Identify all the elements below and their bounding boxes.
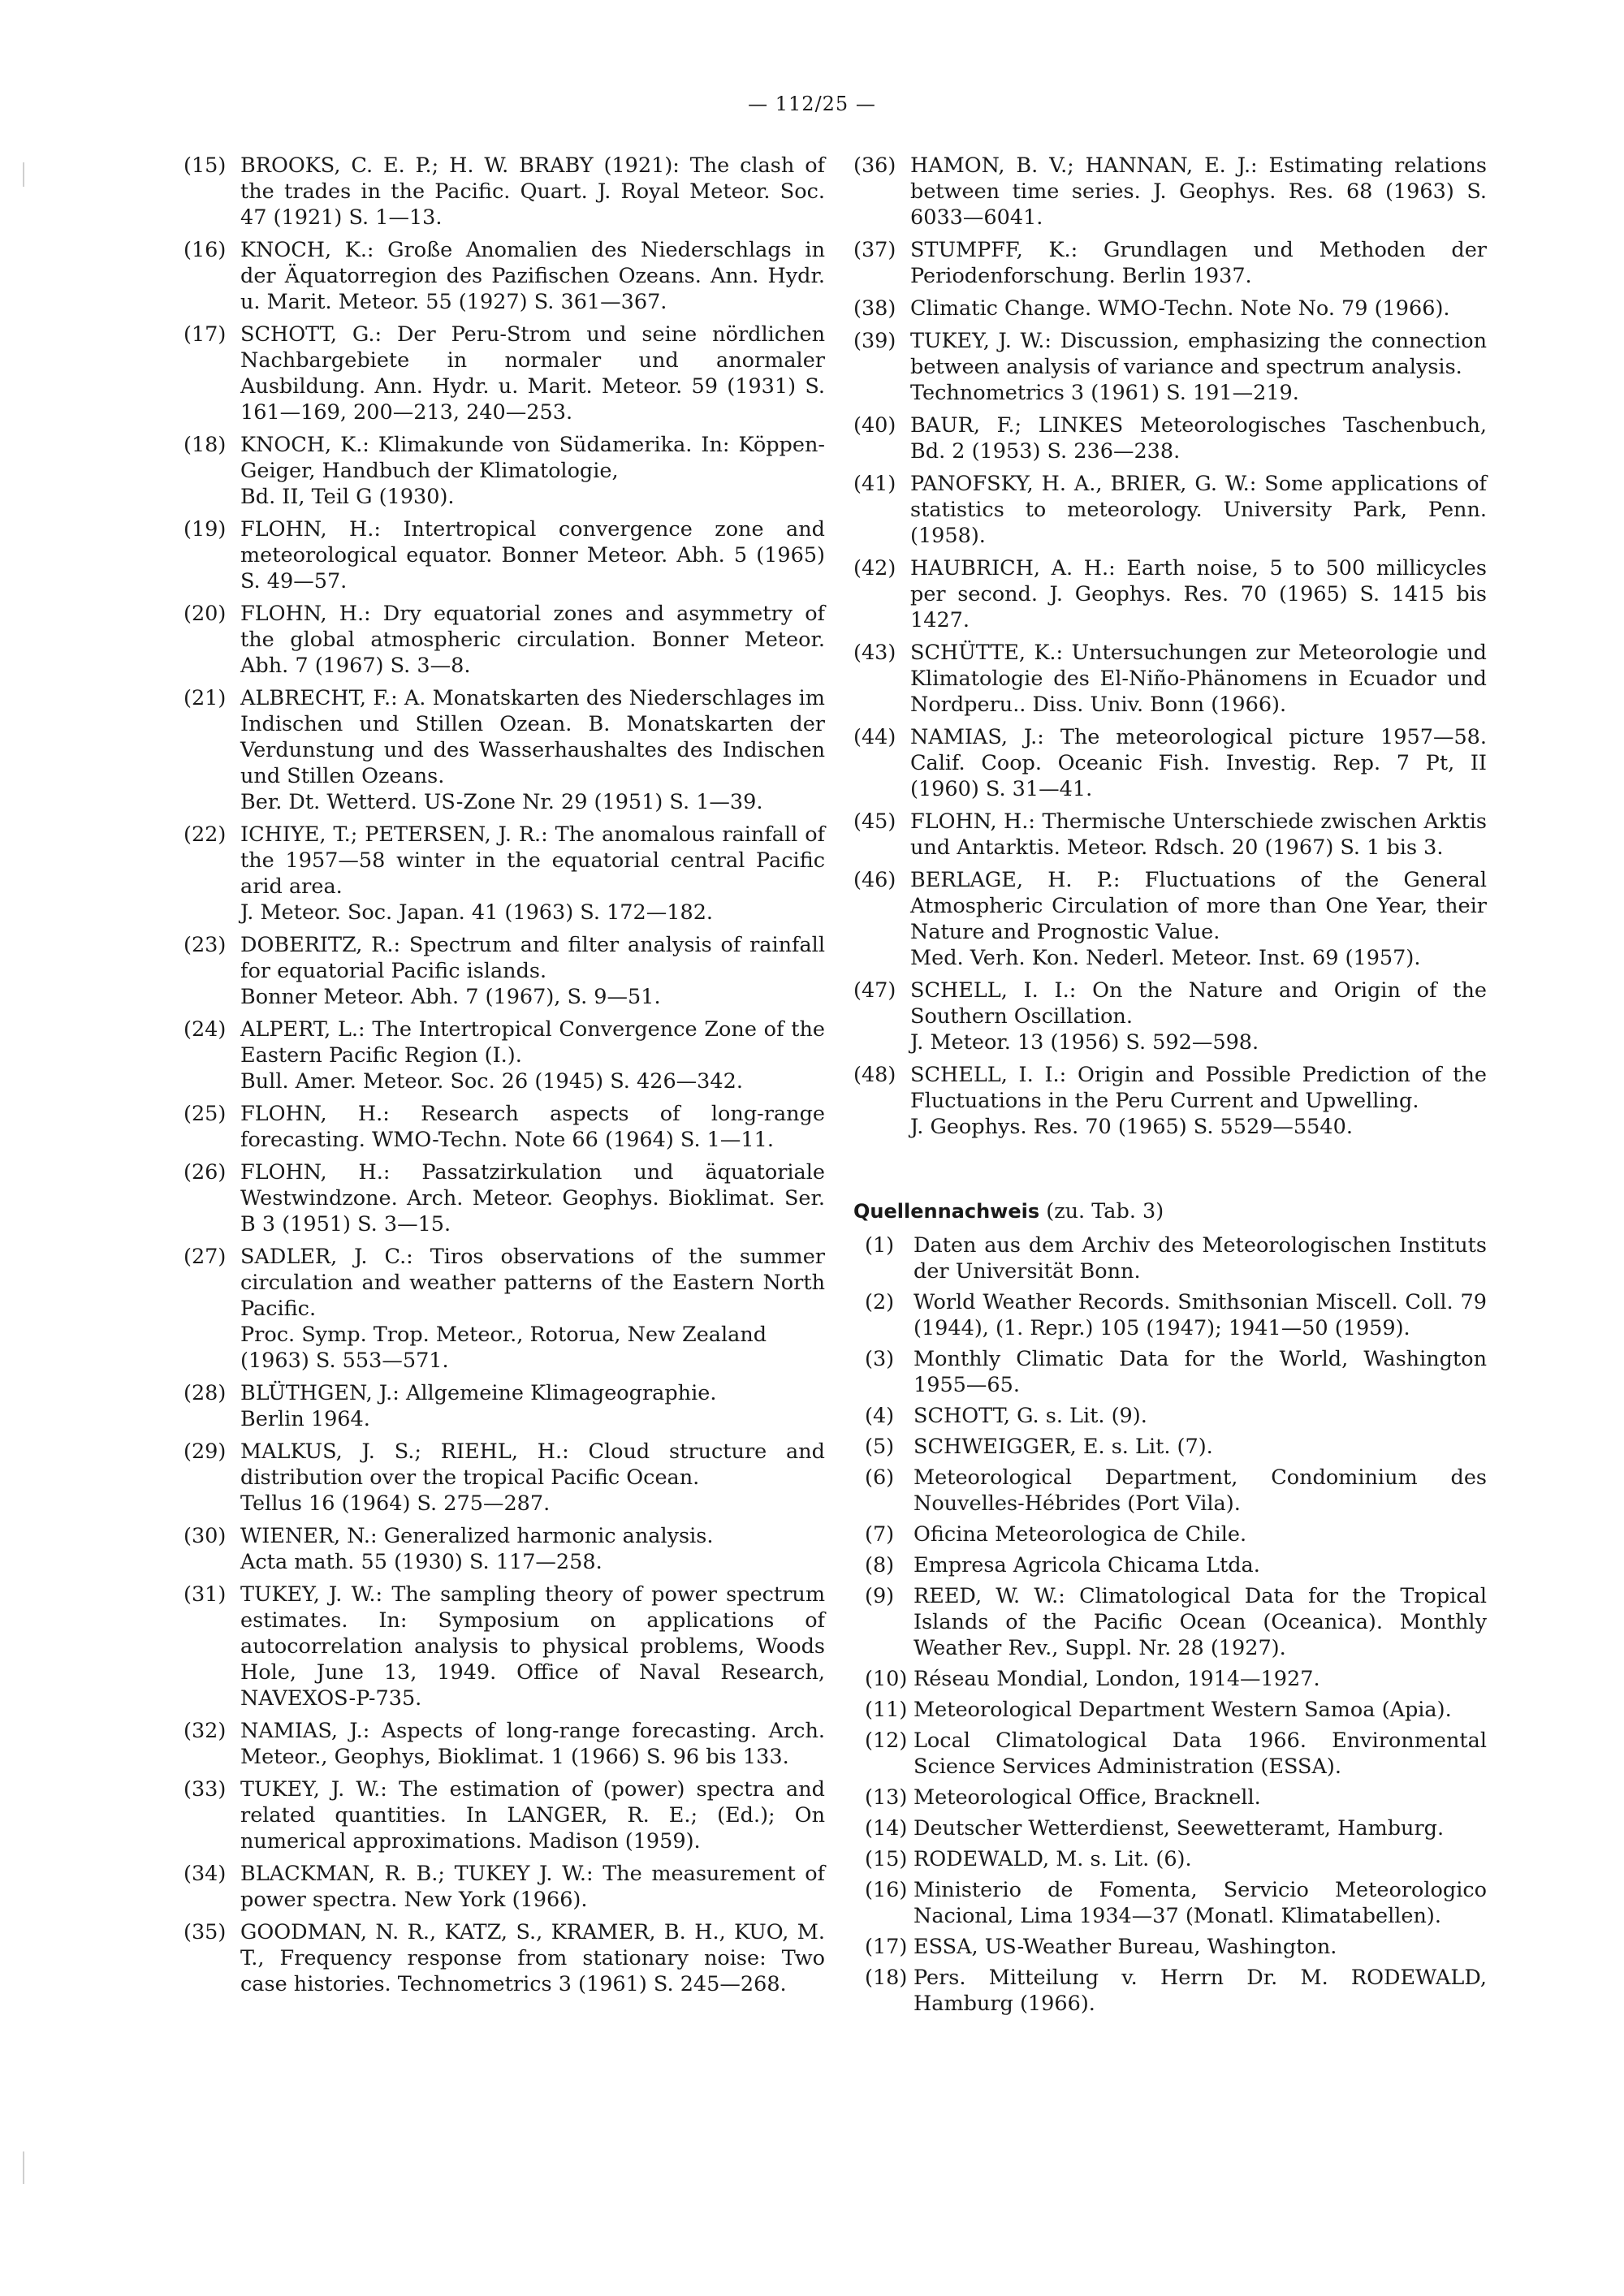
reference-item	[853, 555, 1487, 633]
reference-citation: KNOCH, K.: Große Anomalien des Niederschlags in der Äquatorregion des Pazifischen Ozeans. Ann. Hydr. u. Marit. Meteor. 55 (1927) S. 361—367.	[240, 238, 825, 314]
reference-source-line: Bd. II, Teil G (1930).	[240, 485, 455, 509]
reference-text	[914, 1666, 1487, 1692]
reference-text	[910, 640, 1487, 718]
reference-text	[240, 1919, 825, 1997]
reference-number: (40)	[853, 413, 896, 438]
reference-source-line: J. Meteor. 13 (1956) S. 592—598.	[910, 1030, 1259, 1055]
reference-number: (16)	[865, 1878, 908, 1902]
reference-item	[184, 1380, 825, 1432]
reference-text	[910, 867, 1487, 971]
reference-item	[865, 1728, 1487, 1780]
reference-citation: GOODMAN, N. R., KATZ, S., KRAMER, B. H., KUO, M. T., Frequency response from stationary noise: Two case histories. Technometrics 3 (1961) S. 245—268.	[240, 1920, 825, 1996]
reference-text	[240, 153, 825, 231]
reference-citation: TUKEY, J. W.: The estimation of (power) spectra and related quantities. In LANGER, R. E.; (Ed.); On numerical approximations. Madison (1959).	[240, 1777, 825, 1854]
reference-citation: Ministerio de Fomenta, Servicio Meteorologico Nacional, Lima 1934—37 (Monatl. Klimatabellen).	[914, 1878, 1487, 1928]
right-column	[853, 153, 1487, 2022]
reference-citation: HAUBRICH, A. H.: Earth noise, 5 to 500 millicycles per second. J. Geophys. Res. 70 (1965) S. 1415 bis 1427.	[910, 556, 1487, 632]
reference-citation: BLACKMAN, R. B.; TUKEY J. W.: The measurement of power spectra. New York (1966).	[240, 1862, 825, 1912]
reference-item	[184, 822, 825, 926]
reference-text	[240, 1861, 825, 1913]
reference-text	[910, 724, 1487, 802]
reference-number: (36)	[853, 153, 896, 178]
reference-text	[240, 1159, 825, 1237]
reference-number: (4)	[865, 1404, 895, 1428]
reference-item	[865, 1934, 1487, 1960]
reference-item	[853, 412, 1487, 464]
reference-item	[865, 1666, 1487, 1692]
reference-number: (24)	[184, 1017, 227, 1042]
reference-citation: Monthly Climatic Data for the World, Washington 1955—65.	[914, 1347, 1487, 1397]
reference-item	[865, 1965, 1487, 2017]
reference-citation: DOBERITZ, R.: Spectrum and filter analysis of rainfall for equatorial Pacific islands.	[240, 933, 825, 983]
reference-citation: Empresa Agricola Chicama Ltda.	[914, 1553, 1260, 1577]
reference-item	[184, 1582, 825, 1711]
reference-item	[853, 809, 1487, 861]
reference-text	[910, 809, 1487, 861]
reference-citation: SCHOTT, G. s. Lit. (9).	[914, 1404, 1147, 1428]
reference-item	[184, 1244, 825, 1374]
reference-citation: STUMPFF, K.: Grundlagen und Methoden der Periodenforschung. Berlin 1937.	[910, 238, 1487, 288]
reference-number: (31)	[184, 1582, 227, 1607]
reference-number: (13)	[865, 1785, 908, 1810]
reference-item	[184, 237, 825, 315]
sources-heading-title: Quellennachweis	[853, 1200, 1040, 1223]
reference-number: (23)	[184, 933, 227, 957]
reference-item	[865, 1434, 1487, 1460]
reference-item	[184, 516, 825, 594]
reference-number: (16)	[184, 238, 227, 262]
reference-item	[853, 867, 1487, 971]
reference-item	[853, 640, 1487, 718]
reference-number: (3)	[865, 1347, 895, 1371]
reference-source-line: Technometrics 3 (1961) S. 191—219.	[910, 381, 1299, 405]
reference-item	[184, 601, 825, 679]
reference-citation: SCHÜTTE, K.: Untersuchungen zur Meteorologie und Klimatologie des El-Niño-Phänomens in Ecuador und Nordperu.. Diss. Univ. Bonn (1966).	[910, 641, 1487, 717]
sources-list	[853, 1232, 1487, 2017]
reference-item	[184, 322, 825, 425]
reference-number: (39)	[853, 329, 896, 353]
reference-number: (5)	[865, 1435, 895, 1459]
reference-text	[914, 1697, 1487, 1723]
reference-text	[240, 1718, 825, 1770]
reference-item	[865, 1289, 1487, 1341]
reference-number: (41)	[853, 472, 896, 496]
reference-number: (12)	[865, 1728, 908, 1753]
reference-text	[240, 516, 825, 594]
reference-text	[240, 601, 825, 679]
reference-item	[184, 932, 825, 1010]
reference-text	[240, 822, 825, 926]
reference-text	[240, 1016, 825, 1094]
reference-number: (34)	[184, 1862, 227, 1886]
reference-citation: HAMON, B. V.; HANNAN, E. J.: Estimating relations between time series. J. Geophys. Res. 68 (1963) S. 6033—6041.	[910, 153, 1487, 230]
reference-item	[853, 296, 1487, 322]
reference-text	[914, 1877, 1487, 1929]
reference-item	[184, 1523, 825, 1575]
reference-item	[184, 1919, 825, 1997]
reference-citation: SCHOTT, G.: Der Peru-Strom und seine nördlichen Nachbargebiete in normaler und anormaler Ausbildung. Ann. Hydr. u. Marit. Meteor. 59 (1931) S. 161—169, 200—213, 240—253.	[240, 322, 825, 425]
reference-number: (15)	[865, 1847, 908, 1871]
reference-text	[910, 1062, 1487, 1140]
reference-citation: ALPERT, L.: The Intertropical Convergence Zone of the Eastern Pacific Region (I.).	[240, 1017, 825, 1068]
reference-citation: Pers. Mitteilung v. Herrn Dr. M. RODEWALD, Hamburg (1966).	[914, 1966, 1487, 2016]
reference-text	[910, 978, 1487, 1055]
reference-text	[914, 1289, 1487, 1341]
reference-number: (18)	[184, 433, 227, 457]
reference-item	[184, 1101, 825, 1153]
reference-text	[914, 1552, 1487, 1578]
reference-citation: NAMIAS, J.: Aspects of long-range forecasting. Arch. Meteor., Geophys, Bioklimat. 1 (1966) S. 96 bis 133.	[240, 1719, 825, 1769]
reference-item	[865, 1697, 1487, 1723]
reference-text	[914, 1465, 1487, 1517]
reference-text	[914, 1934, 1487, 1960]
reference-source-line: Berlin 1964.	[240, 1407, 370, 1431]
reference-text	[910, 153, 1487, 231]
reference-source-line: J. Meteor. Soc. Japan. 41 (1963) S. 172—182.	[240, 900, 714, 925]
reference-text	[914, 1965, 1487, 2017]
reference-text	[240, 322, 825, 425]
reference-citation: FLOHN, H.: Intertropical convergence zone and meteorological equator. Bonner Meteor. Abh. 5 (1965) S. 49—57.	[240, 517, 825, 593]
reference-item	[853, 724, 1487, 802]
reference-item	[865, 1552, 1487, 1578]
reference-number: (17)	[865, 1935, 908, 1959]
reference-number: (48)	[853, 1063, 896, 1087]
reference-item	[853, 153, 1487, 231]
reference-item	[865, 1877, 1487, 1929]
reference-text	[914, 1434, 1487, 1460]
reference-citation: BERLAGE, H. P.: Fluctuations of the General Atmospheric Circulation of more than One Year, their Nature and Prognostic Value.	[910, 868, 1487, 944]
reference-text	[240, 432, 825, 510]
sources-heading-note: (zu. Tab. 3)	[1039, 1199, 1164, 1224]
reference-item	[865, 1815, 1487, 1841]
reference-number: (18)	[865, 1966, 908, 1990]
reference-number: (32)	[184, 1719, 227, 1743]
reference-number: (29)	[184, 1439, 227, 1464]
reference-item	[853, 237, 1487, 289]
reference-number: (30)	[184, 1524, 227, 1548]
reference-text	[914, 1521, 1487, 1547]
reference-item	[184, 1016, 825, 1094]
reference-number: (47)	[853, 978, 896, 1003]
reference-text	[914, 1403, 1487, 1429]
reference-number: (6)	[865, 1465, 895, 1490]
reference-citation: FLOHN, H.: Research aspects of long-range forecasting. WMO-Techn. Note 66 (1964) S. 1—11.	[240, 1102, 825, 1152]
reference-item	[184, 1718, 825, 1770]
reference-source-line: Bull. Amer. Meteor. Soc. 26 (1945) S. 426—342.	[240, 1069, 743, 1094]
reference-citation: FLOHN, H.: Dry equatorial zones and asymmetry of the global atmospheric circulation. Bonner Meteor. Abh. 7 (1967) S. 3—8.	[240, 602, 825, 678]
reference-text	[240, 237, 825, 315]
reference-citation: SADLER, J. C.: Tiros observations of the summer circulation and weather patterns of the Eastern North Pacific.	[240, 1245, 825, 1321]
reference-citation: Meteorological Department Western Samoa (Apia).	[914, 1698, 1452, 1722]
reference-number: (7)	[865, 1522, 895, 1547]
reference-number: (21)	[184, 686, 227, 710]
reference-number: (19)	[184, 517, 227, 542]
reference-citation: RODEWALD, M. s. Lit. (6).	[914, 1847, 1192, 1871]
reference-citation: Meteorological Department, Condominium des Nouvelles-Hébrides (Port Vila).	[914, 1465, 1487, 1516]
reference-item	[184, 153, 825, 231]
scan-margin-mark	[23, 2151, 24, 2184]
reference-list-left	[184, 153, 825, 2004]
reference-citation: BLÜTHGEN, J.: Allgemeine Klimageographie.	[240, 1381, 717, 1405]
reference-text	[240, 1439, 825, 1517]
reference-citation: Oficina Meteorologica de Chile.	[914, 1522, 1247, 1547]
reference-item	[865, 1232, 1487, 1284]
reference-item	[865, 1403, 1487, 1429]
reference-text	[914, 1583, 1487, 1661]
reference-text	[240, 1380, 825, 1432]
reference-text	[240, 1244, 825, 1374]
reference-item	[865, 1346, 1487, 1398]
reference-number: (27)	[184, 1245, 227, 1269]
reference-citation: SCHELL, I. I.: On the Nature and Origin of the Southern Oscillation.	[910, 978, 1487, 1029]
reference-item	[184, 1861, 825, 1913]
reference-text	[910, 237, 1487, 289]
reference-text	[914, 1728, 1487, 1780]
reference-text	[240, 1582, 825, 1711]
reference-number: (35)	[184, 1920, 227, 1944]
reference-citation: Local Climatological Data 1966. Environmental Science Services Administration (ESSA).	[914, 1728, 1487, 1779]
reference-text	[914, 1232, 1487, 1284]
reference-citation: ICHIYE, T.; PETERSEN, J. R.: The anomalous rainfall of the 1957—58 winter in the equatorial central Pacific arid area.	[240, 822, 825, 899]
reference-source-line: Med. Verh. Kon. Nederl. Meteor. Inst. 69 (1957).	[910, 946, 1421, 970]
reference-number: (42)	[853, 556, 896, 580]
reference-number: (28)	[184, 1381, 227, 1405]
reference-text	[910, 296, 1487, 322]
reference-number: (33)	[184, 1777, 227, 1802]
reference-citation: FLOHN, H.: Thermische Unterschiede zwischen Arktis und Antarktis. Meteor. Rdsch. 20 (1967) S. 1 bis 3.	[910, 809, 1487, 860]
reference-number: (8)	[865, 1553, 895, 1577]
page-number: — 112/25 —	[748, 93, 876, 115]
reference-item	[853, 328, 1487, 406]
reference-text	[910, 412, 1487, 464]
reference-number: (43)	[853, 641, 896, 665]
reference-number: (11)	[865, 1698, 908, 1722]
reference-text	[240, 1776, 825, 1854]
reference-citation: WIENER, N.: Generalized harmonic analysis.	[240, 1524, 714, 1548]
reference-list-right	[853, 153, 1487, 1140]
sources-heading	[853, 1198, 1487, 1224]
reference-item	[853, 978, 1487, 1055]
reference-citation: Climatic Change. WMO-Techn. Note No. 79 (1966).	[910, 296, 1450, 321]
reference-source-line: Tellus 16 (1964) S. 275—287.	[240, 1491, 551, 1516]
reference-text	[910, 471, 1487, 549]
reference-source-line: Bonner Meteor. Abh. 7 (1967), S. 9—51.	[240, 985, 661, 1009]
reference-number: (46)	[853, 868, 896, 892]
reference-citation: PANOFSKY, H. A., BRIER, G. W.: Some applications of statistics to meteorology. University Park, Penn. (1958).	[910, 472, 1487, 548]
reference-number: (9)	[865, 1584, 895, 1608]
reference-text	[910, 328, 1487, 406]
reference-citation: KNOCH, K.: Klimakunde von Südamerika. In: Köppen-Geiger, Handbuch der Klimatologie,	[240, 433, 825, 483]
reference-citation: Réseau Mondial, London, 1914—1927.	[914, 1667, 1320, 1691]
reference-number: (10)	[865, 1667, 908, 1691]
reference-text	[914, 1346, 1487, 1398]
reference-item	[184, 685, 825, 815]
reference-citation: Meteorological Office, Bracknell.	[914, 1785, 1261, 1810]
reference-item	[184, 1776, 825, 1854]
reference-item	[184, 432, 825, 510]
reference-item	[865, 1521, 1487, 1547]
reference-item	[184, 1159, 825, 1237]
scan-margin-mark	[23, 162, 24, 187]
reference-number: (2)	[865, 1290, 895, 1314]
reference-number: (14)	[865, 1816, 908, 1841]
reference-item	[865, 1465, 1487, 1517]
reference-text	[914, 1846, 1487, 1872]
reference-citation: FLOHN, H.: Passatzirkulation und äquatoriale Westwindzone. Arch. Meteor. Geophys. Bioklimat. Ser. B 3 (1951) S. 3—15.	[240, 1160, 825, 1236]
reference-number: (38)	[853, 296, 896, 321]
reference-number: (1)	[865, 1233, 895, 1258]
reference-source-line: J. Geophys. Res. 70 (1965) S. 5529—5540.	[910, 1115, 1353, 1139]
reference-source-line: Proc. Symp. Trop. Meteor., Rotorua, New Zealand (1963) S. 553—571.	[240, 1323, 767, 1373]
reference-number: (37)	[853, 238, 896, 262]
reference-citation: SCHWEIGGER, E. s. Lit. (7).	[914, 1435, 1213, 1459]
reference-source-line: Acta math. 55 (1930) S. 117—258.	[240, 1550, 603, 1574]
reference-citation: World Weather Records. Smithsonian Miscell. Coll. 79 (1944), (1. Repr.) 105 (1947); 1941—50 (1959).	[914, 1290, 1487, 1340]
reference-item	[853, 471, 1487, 549]
reference-text	[910, 555, 1487, 633]
reference-text	[914, 1815, 1487, 1841]
reference-source-line: Ber. Dt. Wetterd. US-Zone Nr. 29 (1951) S. 1—39.	[240, 790, 763, 814]
reference-text	[240, 1101, 825, 1153]
reference-text	[914, 1785, 1487, 1810]
reference-citation: SCHELL, I. I.: Origin and Possible Prediction of the Fluctuations in the Peru Current and Upwelling.	[910, 1063, 1487, 1113]
reference-number: (45)	[853, 809, 896, 834]
reference-item	[184, 1439, 825, 1517]
reference-text	[240, 685, 825, 815]
reference-item	[865, 1785, 1487, 1810]
reference-number: (17)	[184, 322, 227, 347]
reference-citation: REED, W. W.: Climatological Data for the Tropical Islands of the Pacific Ocean (Oceanica). Monthly Weather Rev., Suppl. Nr. 28 (1927).	[914, 1584, 1487, 1660]
reference-number: (20)	[184, 602, 227, 626]
reference-item	[853, 1062, 1487, 1140]
reference-citation: ALBRECHT, F.: A. Monatskarten des Niederschlages im Indischen und Stillen Ozean. B. Monatskarten der Verdunstung und des Wasserhaushaltes des Indischen und Stillen Ozeans.	[240, 686, 825, 788]
reference-number: (26)	[184, 1160, 227, 1185]
reference-item	[865, 1846, 1487, 1872]
reference-citation: NAMIAS, J.: The meteorological picture 1957—58. Calif. Coop. Oceanic Fish. Investig. Rep. 7 Pt, II (1960) S. 31—41.	[910, 725, 1487, 801]
reference-text	[240, 1523, 825, 1575]
reference-citation: MALKUS, J. S.; RIEHL, H.: Cloud structure and distribution over the tropical Pacific Ocean.	[240, 1439, 825, 1490]
reference-item	[865, 1583, 1487, 1661]
reference-citation: BAUR, F.; LINKES Meteorologisches Taschenbuch, Bd. 2 (1953) S. 236—238.	[910, 413, 1487, 464]
reference-number: (15)	[184, 153, 227, 178]
reference-citation: Deutscher Wetterdienst, Seewetteramt, Hamburg.	[914, 1816, 1445, 1841]
reference-citation: BROOKS, C. E. P.; H. W. BRABY (1921): The clash of the trades in the Pacific. Quart. J. Royal Meteor. Soc. 47 (1921) S. 1—13.	[240, 153, 825, 230]
reference-text	[240, 932, 825, 1010]
reference-citation: Daten aus dem Archiv des Meteorologischen Instituts der Universität Bonn.	[914, 1233, 1487, 1284]
reference-citation: TUKEY, J. W.: The sampling theory of power spectrum estimates. In: Symposium on applications of autocorrelation analysis to physical problems, Woods Hole, June 13, 1949. Office of Naval Research, NAVEXOS-P-735.	[240, 1582, 825, 1711]
reference-citation: TUKEY, J. W.: Discussion, emphasizing the connection between analysis of variance and spectrum analysis.	[910, 329, 1487, 379]
reference-number: (44)	[853, 725, 896, 749]
reference-citation: ESSA, US-Weather Bureau, Washington.	[914, 1935, 1337, 1959]
reference-number: (22)	[184, 822, 227, 847]
reference-number: (25)	[184, 1102, 227, 1126]
